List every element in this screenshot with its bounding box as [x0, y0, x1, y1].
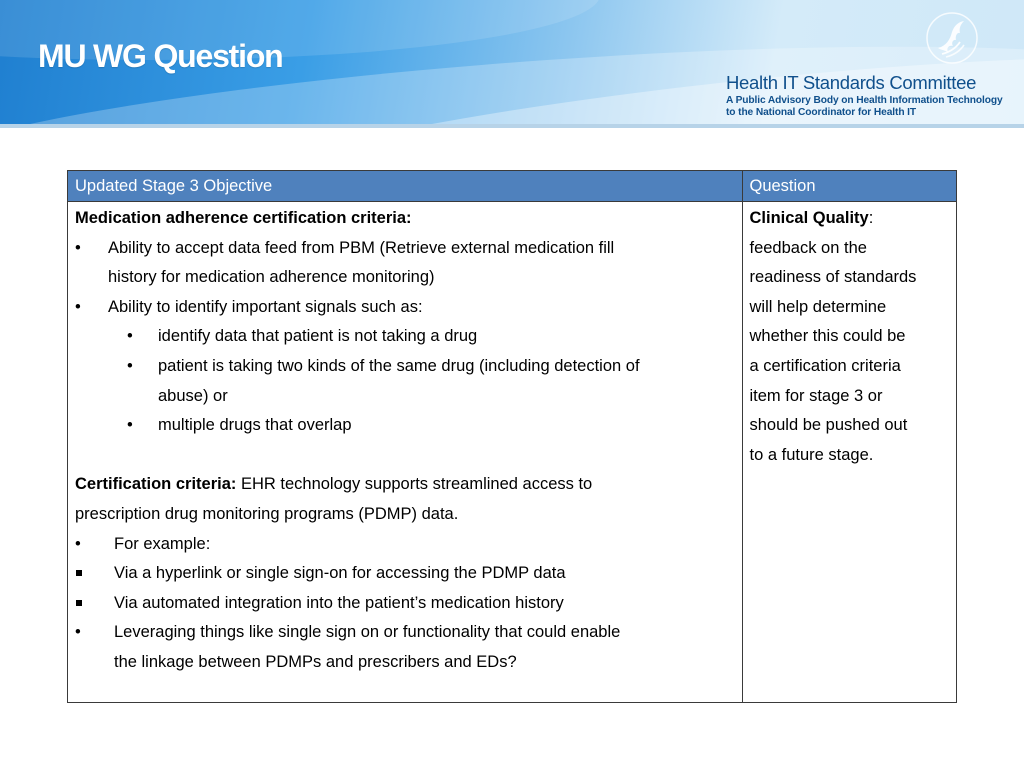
question-text: item for stage 3 or [749, 386, 883, 405]
table-row [68, 202, 957, 703]
bullet-icon: • [127, 356, 133, 375]
hhs-eagle-icon [924, 10, 980, 66]
question-colon: : [868, 209, 874, 227]
certification-label: Certification criteria: [75, 475, 237, 494]
list-item-text: multiple drugs that overlap [158, 416, 352, 435]
certification-paragraph [75, 470, 735, 500]
question-text: will help determine [749, 297, 887, 316]
certification-text: prescription drug monitoring programs (PDMP) data. [75, 504, 459, 523]
list-item [75, 559, 735, 589]
bullet-icon: • [127, 416, 133, 435]
list-item [75, 618, 735, 677]
square-bullet-icon [76, 600, 82, 606]
slide-title: MU WG Question [38, 38, 283, 74]
list-item-text: abuse) or [158, 386, 228, 405]
objective-table [67, 170, 957, 703]
column-header-objective: Updated Stage 3 Objective [68, 171, 743, 202]
list-item [75, 293, 735, 323]
org-subtitle: A Public Advisory Body on Health Information Technology [726, 95, 1003, 106]
bullet-icon: • [75, 534, 81, 553]
list-item-text: Ability to accept data feed from PBM (Retrieve external medication fill [108, 238, 615, 257]
org-subtitle: to the National Coordinator for Health IT [726, 107, 917, 118]
bullet-icon: • [127, 327, 133, 346]
question-text: should be pushed out [749, 416, 908, 435]
list-item [75, 530, 735, 560]
certification-text: EHR technology supports streamlined access to [236, 475, 593, 494]
list-item-text: For example: [114, 534, 211, 553]
org-name: Health IT Standards Committee [726, 72, 977, 93]
question-heading [750, 204, 950, 234]
square-bullet-icon [76, 570, 82, 576]
list-item-text: Via automated integration into the patient’s medication history [114, 593, 564, 612]
question-text: a certification criteria [749, 356, 901, 375]
question-text: readiness of standards [749, 268, 917, 287]
question-text: to a future stage. [749, 445, 874, 464]
question-text: whether this could be [749, 327, 906, 346]
objective-cell [68, 202, 743, 703]
list-item-text: history for medication adherence monitoring) [108, 268, 435, 287]
sub-list-item [75, 352, 735, 411]
bullet-icon: • [75, 297, 81, 316]
objective-heading: Medication adherence certification criteria: [75, 209, 412, 227]
question-text: feedback on the [749, 238, 867, 257]
spacer [75, 441, 735, 471]
list-item-text: Ability to identify important signals such as: [108, 297, 423, 316]
banner-divider [0, 124, 1024, 128]
sub-list-item [75, 411, 735, 441]
list-item-text: Via a hyperlink or single sign-on for accessing the PDMP data [114, 564, 566, 583]
list-item [75, 234, 735, 293]
list-item-text: the linkage between PDMPs and prescribers and EDs? [114, 652, 517, 671]
list-item-text: patient is taking two kinds of the same drug (including detection of [158, 356, 640, 375]
question-label: Clinical Quality [749, 209, 869, 227]
list-item-text: identify data that patient is not taking a drug [158, 327, 478, 346]
bullet-icon: • [75, 623, 81, 642]
list-item [75, 589, 735, 619]
list-item-text: Leveraging things like single sign on or functionality that could enable [114, 623, 621, 642]
sub-list-item [75, 322, 735, 352]
bullet-icon: • [75, 238, 81, 257]
question-cell [742, 202, 957, 703]
table-header-row [68, 171, 957, 202]
column-header-question: Question [742, 171, 957, 202]
